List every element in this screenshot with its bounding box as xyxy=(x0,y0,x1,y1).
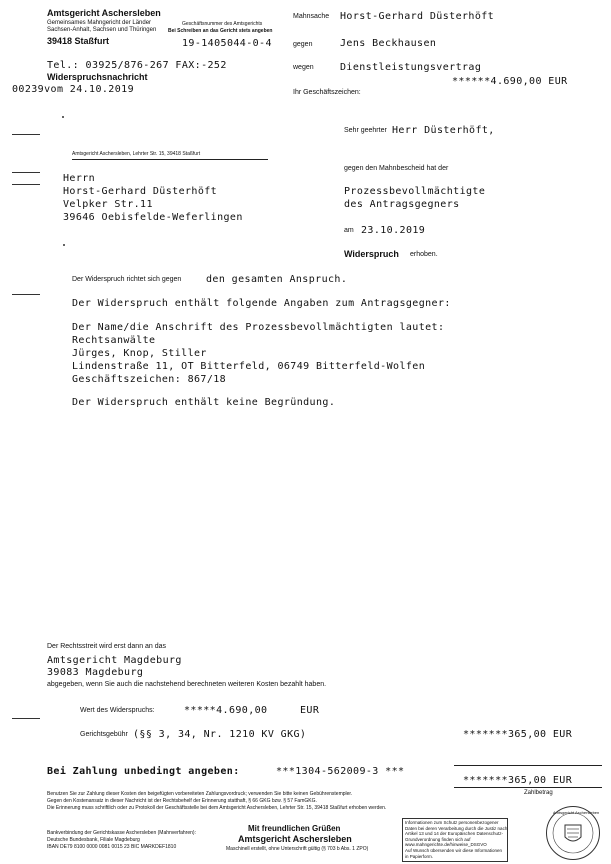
body-p5: Lindenstraße 11, OT Bitterfeld, 06749 Bitterfeld-Wolfen xyxy=(72,361,426,372)
case-number-label: Geschäftsnummer des Amtsgerichts xyxy=(182,21,263,27)
court-line1: Gemeinsames Mahngericht der Länder xyxy=(47,20,152,26)
greeting-line-2: Amtsgericht Aschersleben xyxy=(238,834,352,844)
footer-note-2: Gegen den Kostenansatz in dieser Nachricht ist der Rechtsbehelf der Erinnerung statthaft, § 66 GKG bzw. § 57 FamGKG. xyxy=(47,798,317,804)
objection-label: Widerspruch xyxy=(344,249,399,259)
wert-value: *****4.690,00 xyxy=(184,705,268,716)
target-court-name: Amtsgericht Magdeburg xyxy=(47,655,182,666)
recipient-street: Velpker Str.11 xyxy=(63,199,153,210)
objector-line2: des Antragsgegners xyxy=(344,199,460,210)
payment-code: ***1304-562009-3 *** xyxy=(276,766,405,777)
fold-mark xyxy=(12,294,40,295)
respondent-name: Jens Beckhausen xyxy=(340,38,437,49)
claimant-name: Horst-Gerhard Düsterhöft xyxy=(340,11,495,22)
privacy-info-4: Grundverordnung finden sich auf xyxy=(405,836,471,842)
wert-currency: EUR xyxy=(300,705,320,716)
mahnsache-label: Mahnsache xyxy=(293,13,330,20)
pay-box-bottom xyxy=(454,787,602,788)
court-line2: Sachsen-Anhalt, Sachsen und Thüringen xyxy=(47,27,157,33)
gegen-label: gegen xyxy=(293,41,313,48)
privacy-info-5: www.mahngerichte.de/hinweise_DSGVO xyxy=(405,842,487,848)
objector-line1: Prozessbevollmächtigte xyxy=(344,186,486,197)
fee-label: Gerichtsgebühr xyxy=(80,731,128,738)
costs-text: abgegeben, wenn Sie auch die nachstehend berechneten weiteren Kosten bezahlt haben. xyxy=(47,681,327,688)
court-name: Amtsgericht Aschersleben xyxy=(47,8,161,18)
subject: Dienstleistungsvertrag xyxy=(340,62,482,73)
wegen-label: wegen xyxy=(293,64,314,71)
intro-text: gegen den Mahnbescheid hat der xyxy=(344,165,449,172)
salutation-prefix: Sehr geehrter xyxy=(344,127,387,134)
transfer-label: Der Rechtsstreit wird erst dann an das xyxy=(47,643,167,650)
privacy-info-box xyxy=(402,818,508,862)
document-title: Widerspruchsnachricht xyxy=(47,72,148,82)
reference-date: 00239vom 24.10.2019 xyxy=(12,84,134,95)
seal-label: Amtsgericht Aschersleben xyxy=(553,810,600,815)
fold-mark xyxy=(12,134,40,135)
fee-reference: (§§ 3, 34, Nr. 1210 KV GKG) xyxy=(133,729,307,740)
zahlbetrag-label: Zahlbetrag xyxy=(524,790,553,796)
privacy-info-6: Auf Wunsch übersenden wir diese Informationen xyxy=(405,848,502,853)
greeting-line-3: Maschinell erstellt, ohne Unterschrift gültig (§ 703 b Abs. 1 ZPO) xyxy=(226,846,369,852)
pay-box-top xyxy=(454,765,602,766)
bank-line-2: Deutsche Bundesbank, Filiale Magdeburg xyxy=(47,837,140,843)
privacy-info-2: Daten bei deren Verarbeitung durch die Justiz nach xyxy=(405,825,508,831)
directed-value: den gesamten Anspruch. xyxy=(206,274,348,285)
case-number-hint: Bei Schreiben an das Gericht stets angeben xyxy=(168,28,273,34)
payment-value: *******365,00 EUR xyxy=(463,775,573,786)
court-tel: Tel.: 03925/876-267 FAX:-252 xyxy=(47,60,227,71)
wert-label: Wert des Widerspruchs: xyxy=(80,707,155,714)
footer-note-1: Benutzen Sie zur Zahlung dieser Kosten den beigefügten vorbereiteten Zahlungsvordruck; verwenden Sie bitte keinen Gebührenstempler. xyxy=(47,791,353,797)
fold-mark xyxy=(12,718,40,719)
footer-note-3: Die Erinnerung muss schriftlich oder zu Protokoll der Geschäftsstelle bei dem Amtsgericht Aschersleben, Lehrter Str. 15, 39418 Staßfurt erhoben werden. xyxy=(47,805,387,811)
fee-value: *******365,00 EUR xyxy=(463,729,573,740)
recipient-salutation: Herrn xyxy=(63,173,96,184)
privacy-info-3: Artikel 13 und 14 der Europäischen Datenschutz- xyxy=(405,831,504,837)
case-number: 19-1405044-0-4 xyxy=(182,38,272,49)
am-label: am xyxy=(344,227,354,234)
recipient-city: 39646 Oebisfelde-Weferlingen xyxy=(63,212,243,223)
objection-suffix: erhoben. xyxy=(410,251,438,258)
objection-date: 23.10.2019 xyxy=(361,225,426,236)
privacy-info-1: Informationen zum Schutz personenbezogener xyxy=(405,820,499,825)
target-court-city: 39083 Magdeburg xyxy=(47,667,144,678)
body-p1: Der Widerspruch enthält folgende Angaben zum Antragsgegner: xyxy=(72,298,451,309)
your-reference-label: Ihr Geschäftszeichen: xyxy=(293,89,361,96)
body-p7: Der Widerspruch enthält keine Begründung. xyxy=(72,397,336,408)
greeting-line-1: Mit freundlichen Grüßen xyxy=(248,824,341,833)
court-city: 39418 Staßfurt xyxy=(47,36,110,46)
sender-line: Amtsgericht Aschersleben, Lehrter Str. 15, 39418 Staßfurt xyxy=(72,151,201,157)
bank-line-3: IBAN DE79 8100 0000 0081 0015 23 BIC MARKDEF1810 xyxy=(47,844,177,850)
body-p3: Rechtsanwälte xyxy=(72,335,156,346)
court-seal xyxy=(546,806,600,860)
recipient-name: Horst-Gerhard Düsterhöft xyxy=(63,186,218,197)
body-p4: Jürges, Knop, Stiller xyxy=(72,348,207,359)
payment-label: Bei Zahlung unbedingt angeben: xyxy=(47,766,240,777)
fold-dot xyxy=(63,244,65,246)
fold-dot xyxy=(62,116,64,118)
privacy-info-7: in Papierform. xyxy=(405,853,434,859)
body-p2: Der Name/die Anschrift des Prozessbevollmächtigten lautet: xyxy=(72,322,445,333)
body-p6: Geschäftszeichen: 867/18 xyxy=(72,374,227,385)
sender-underline xyxy=(72,159,268,160)
directed-label: Der Widerspruch richtet sich gegen xyxy=(72,276,182,283)
fold-mark xyxy=(12,172,40,173)
salutation-name: Herr Düsterhöft, xyxy=(392,125,495,136)
fold-mark xyxy=(12,184,40,185)
claim-amount: ******4.690,00 EUR xyxy=(452,76,568,87)
bank-line-1: Bankverbindung der Gerichtskasse Aschersleben (Mahnverfahren): xyxy=(47,830,196,836)
